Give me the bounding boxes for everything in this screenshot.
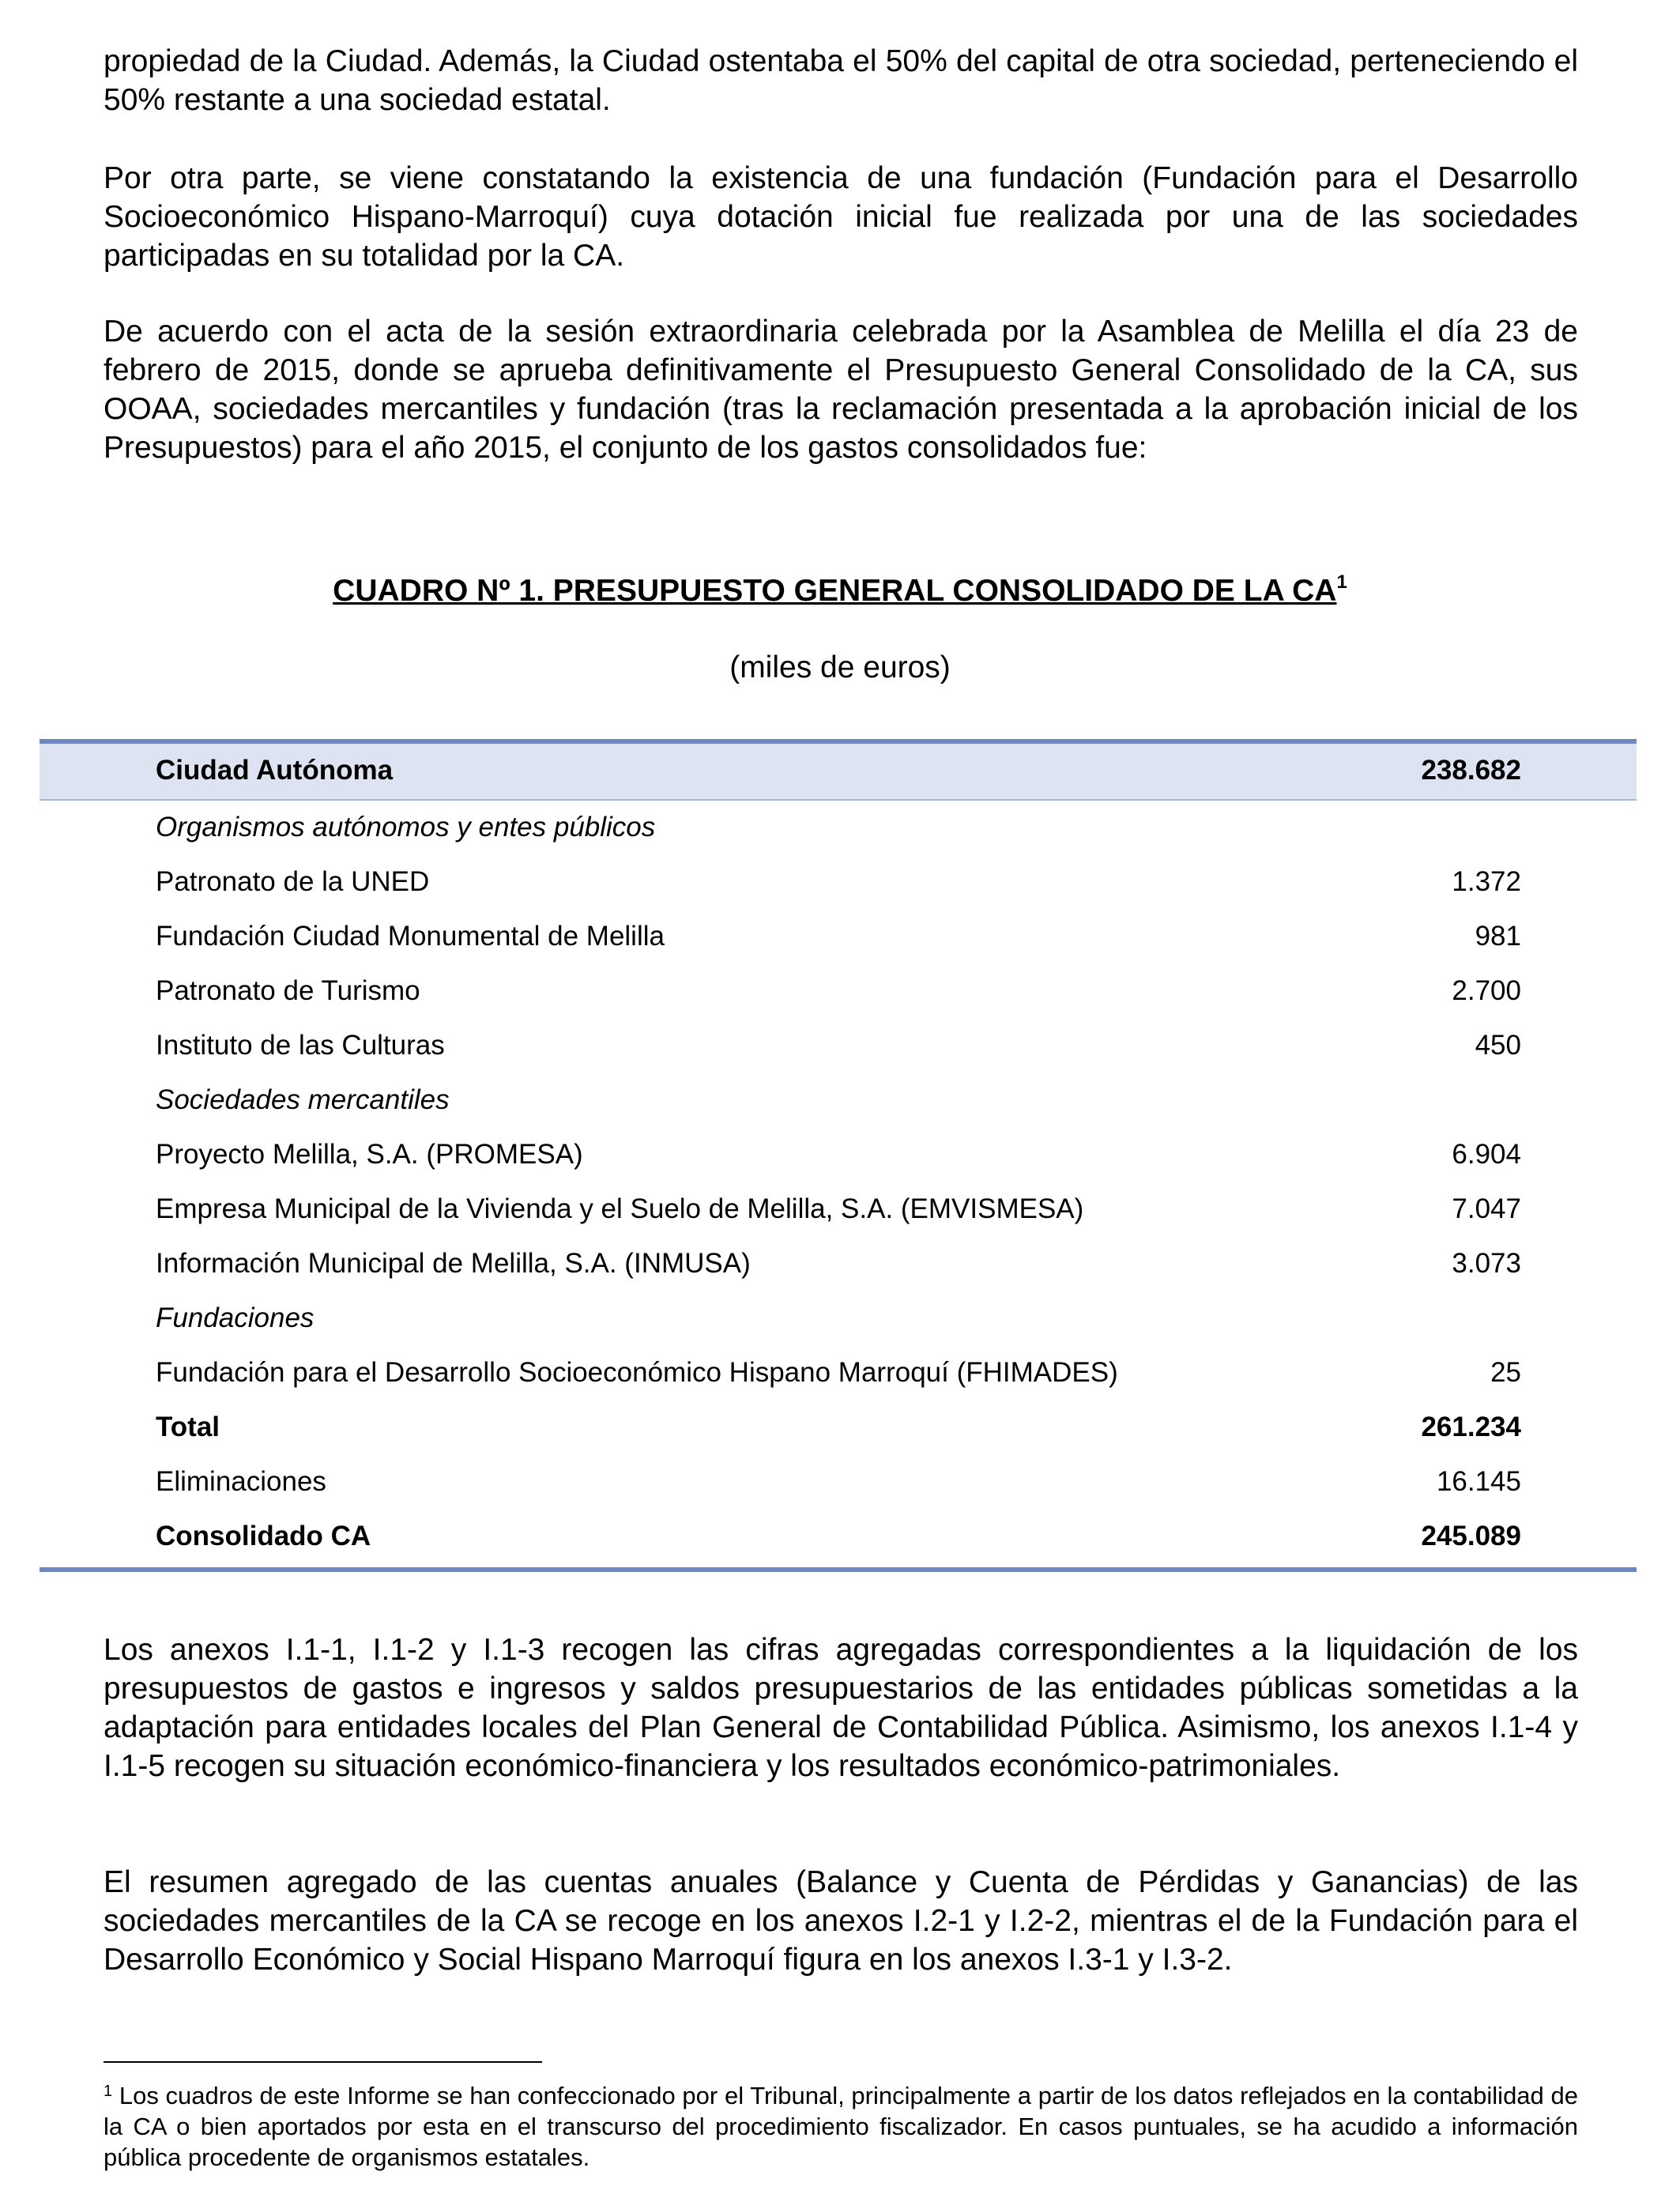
budget-table <box>40 739 1637 1564</box>
table-row <box>40 1237 1637 1291</box>
footnote-number: 1 <box>104 2083 113 2100</box>
paragraph-anexos: Los anexos I.1-1, I.1-2 y I.1-3 recogen las cifras agregadas correspondientes a la liquidación de los presupuestos de gastos e ingresos y saldos presupuestarios de las entidades públicas sometidas a la adaptación para entidades locales del Plan General de Contabilidad Pública. Asimismo, los anexos I.1-4 y I.1-5 recogen su situación económico-financiera y los resultados económico-patrimoniales. <box>104 1633 1578 1783</box>
row-label: Fundación Ciudad Monumental de Melilla <box>156 921 665 952</box>
row-label: Organismos autónomos y entes públicos <box>156 812 656 843</box>
paragraph-acta: De acuerdo con el acta de la sesión extraordinaria celebrada por la Asamblea de Melilla el día 23 de febrero de 2015, donde se aprueba definitivamente el Presupuesto General Consolidado de la CA, sus OOAA, sociedades mercantiles y fundación (tras la reclamación presentada a la aprobación inicial de los Presupuestos) para el año 2015, el conjunto de los gastos consolidados fue: <box>104 315 1578 465</box>
paragraph-fundacion: Por otra parte, se viene constatando la existencia de una fundación (Fundación para el Desarrollo Socioeconómico Hispano-Marroquí) cuya dotación inicial fue realizada por una de las sociedades participadas en su totalidad por la CA. <box>104 161 1578 273</box>
table-row <box>40 1346 1637 1400</box>
table-section-row <box>40 801 1637 855</box>
row-label: Empresa Municipal de la Vivienda y el Suelo de Melilla, S.A. (EMVISMESA) <box>156 1193 1084 1224</box>
paragraph-resumen: El resumen agregado de las cuentas anuales (Balance y Cuenta de Pérdidas y Ganancias) de las sociedades mercantiles de la CA se recoge en los anexos I.2-1 y I.2-2, mientras el de la Fundación para el Desarrollo Económico y Social Hispano Marroquí figura en los anexos I.3-1 y I.3-2. <box>104 1865 1578 1977</box>
row-value: 3.073 <box>1452 1248 1521 1279</box>
row-label: Patronato de Turismo <box>156 975 420 1006</box>
table-section-row <box>40 1291 1637 1346</box>
row-value: 261.234 <box>1421 1412 1521 1442</box>
row-label: Total <box>156 1412 220 1442</box>
row-label: Fundaciones <box>156 1302 315 1333</box>
row-value: 7.047 <box>1452 1193 1521 1224</box>
paragraph-intro: propiedad de la Ciudad. Además, la Ciudad ostentaba el 50% del capital de otra sociedad, perteneciendo el 50% restante a una sociedad estatal. <box>104 44 1578 117</box>
row-value: 981 <box>1475 921 1521 952</box>
row-value: 1.372 <box>1452 866 1521 897</box>
table-title <box>0 572 1680 610</box>
row-label: Información Municipal de Melilla, S.A. (INMUSA) <box>156 1248 751 1279</box>
footnote-text: Los cuadros de este Informe se han confeccionado por el Tribunal, principalmente a partir de los datos reflejados en la contabilidad de la CA o bien aportados por esta en el transcurso del procedimiento fiscalizador. En casos puntuales, se ha acudido a información pública procedente de organismos estatales. <box>104 2082 1578 2171</box>
row-label: Fundación para el Desarrollo Socioeconómico Hispano Marroquí (FHIMADES) <box>156 1357 1118 1388</box>
row-value: 6.904 <box>1452 1139 1521 1170</box>
row-value: 450 <box>1475 1030 1521 1061</box>
footnote <box>104 2080 1578 2173</box>
row-value: 238.682 <box>1421 755 1521 786</box>
footnote-ref: 1 <box>1336 571 1347 593</box>
table-row <box>40 1128 1637 1182</box>
table-row <box>40 1455 1637 1510</box>
table-row <box>40 855 1637 910</box>
table-section-row <box>40 1073 1637 1128</box>
row-label: Sociedades mercantiles <box>156 1084 450 1115</box>
table-consolidated-row <box>40 1510 1637 1564</box>
row-label: Patronato de la UNED <box>156 866 430 897</box>
row-label: Eliminaciones <box>156 1466 326 1497</box>
row-value: 2.700 <box>1452 975 1521 1006</box>
table-header-row <box>40 744 1637 801</box>
table-row <box>40 910 1637 964</box>
row-value: 16.145 <box>1436 1466 1521 1497</box>
row-value: 245.089 <box>1421 1521 1521 1551</box>
table-bottom-rule <box>40 1567 1637 1572</box>
row-label: Consolidado CA <box>156 1521 371 1551</box>
row-value: 25 <box>1490 1357 1521 1388</box>
table-unit: (miles de euros) <box>729 650 951 684</box>
row-label: Instituto de las Culturas <box>156 1030 445 1061</box>
table-row <box>40 964 1637 1019</box>
row-label: Ciudad Autónoma <box>156 755 394 786</box>
footnote-divider <box>104 2061 542 2063</box>
row-label: Proyecto Melilla, S.A. (PROMESA) <box>156 1139 583 1170</box>
table-row <box>40 1182 1637 1237</box>
table-total-row <box>40 1400 1637 1455</box>
table-title-text: CUADRO Nº 1. PRESUPUESTO GENERAL CONSOLIDADO DE LA CA <box>333 574 1337 608</box>
table-row <box>40 1019 1637 1073</box>
